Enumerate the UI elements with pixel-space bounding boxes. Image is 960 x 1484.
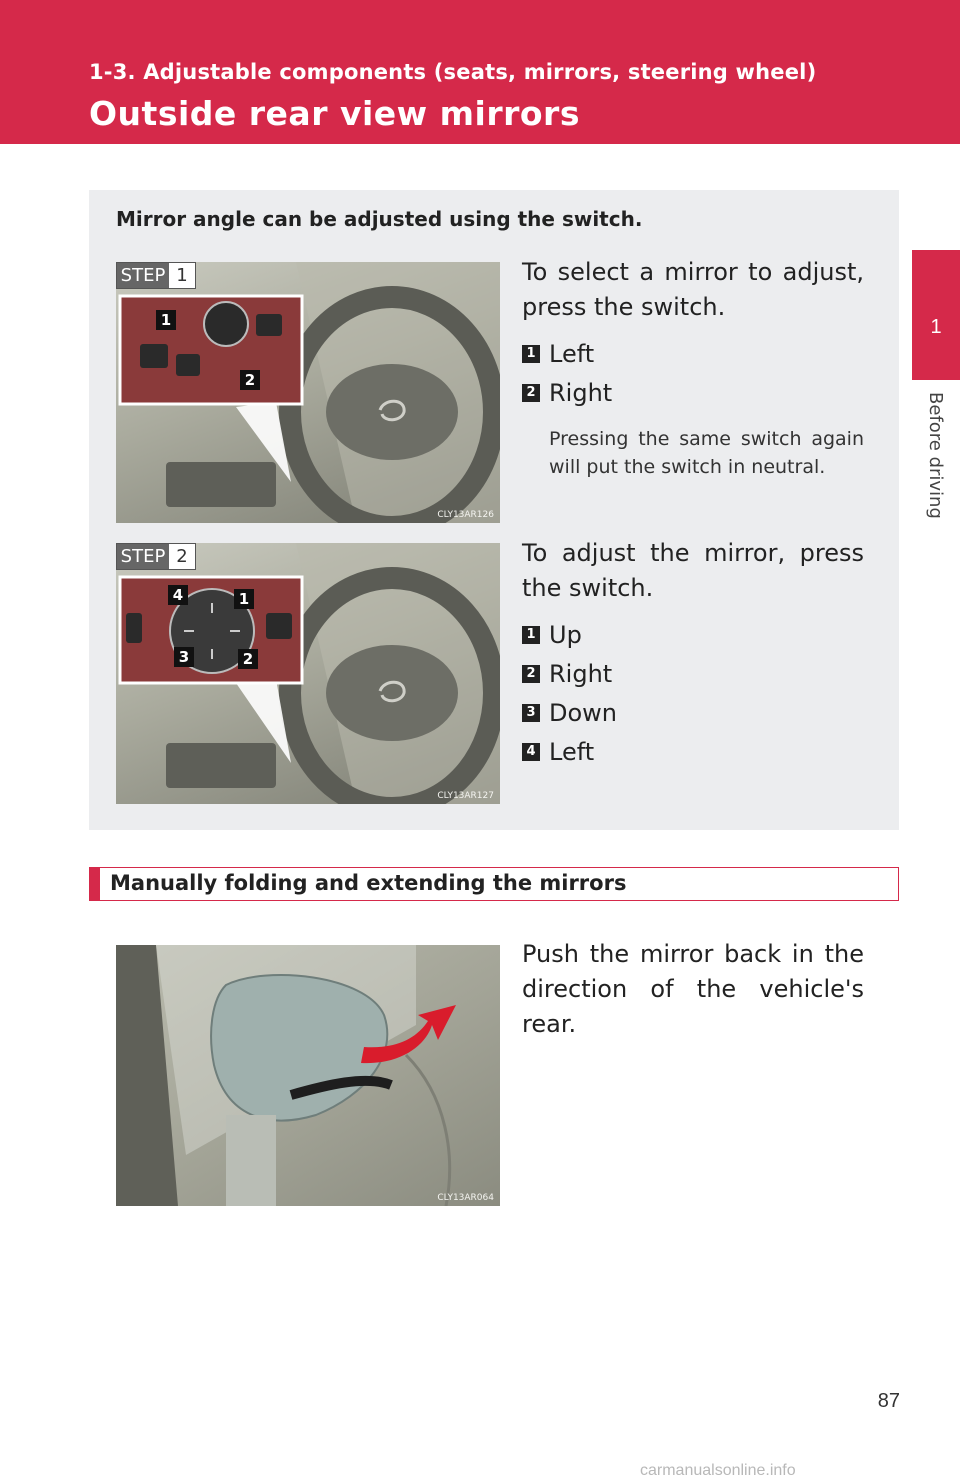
step1-item-label: Right [549,379,613,407]
step1-illustration [116,262,500,523]
step2-item-label: Right [549,660,613,688]
step1-note: Pressing the same switch again will put the switch in neutral. [549,428,864,478]
step2-item-label: Down [549,699,618,727]
folding-image-code: CLY13AR064 [437,1193,494,1203]
step2-illustration [116,543,500,804]
subsection-heading-bar [89,867,899,901]
page-header [0,0,960,144]
subsection-heading: Manually folding and extending the mirrors [110,871,627,895]
chapter-label: Before driving [925,392,946,519]
step2-callout-2: 2 [238,649,258,669]
step2-callout-1: 1 [234,589,254,609]
watermark: carmanualsonline.info [640,1462,796,1479]
step2-badge-number: 2 [176,546,188,567]
heading-accent [90,868,100,900]
chapter-tab [912,250,960,380]
chapter-number: 1 [930,316,942,338]
box-intro: Mirror angle can be adjusted using the switch. [116,207,643,231]
step2-instruction: To adjust the mirror, press the switch. [522,539,864,602]
step2-callout-4: 4 [168,585,188,605]
step2-badge-word: STEP [117,544,169,569]
step2-badge [116,543,196,570]
number-2-icon: 2 [522,665,540,683]
step2-callout-3: 3 [174,647,194,667]
step2-image-code: CLY13AR127 [437,791,494,801]
page-number: 87 [877,1390,900,1412]
folding-illustration [116,945,500,1206]
step1-badge [116,262,196,289]
folding-photo [116,945,500,1206]
number-3-icon: 3 [522,704,540,722]
step1-badge-word: STEP [117,263,169,288]
step1-item-label: Left [549,340,595,368]
step1-instruction: To select a mirror to adjust, press the switch. [522,258,864,321]
section-label: 1-3. Adjustable components (seats, mirrors, steering wheel) [89,60,817,84]
number-4-icon: 4 [522,743,540,761]
step1-photo [116,262,500,523]
number-1-icon: 1 [522,345,540,363]
page-title: Outside rear view mirrors [89,94,580,133]
step1-badge-number: 1 [176,265,188,286]
chapter-label-container [914,392,958,532]
step1-image-code: CLY13AR126 [437,510,494,520]
step2-item-label: Up [549,621,582,649]
folding-instruction: Push the mirror back in the direction of the vehicle's rear. [522,940,864,1038]
step2-photo [116,543,500,804]
step1-callout-2: 2 [240,370,260,390]
step1-callout-1: 1 [156,310,176,330]
number-1-icon: 1 [522,626,540,644]
number-2-icon: 2 [522,384,540,402]
step2-item-label: Left [549,738,595,766]
